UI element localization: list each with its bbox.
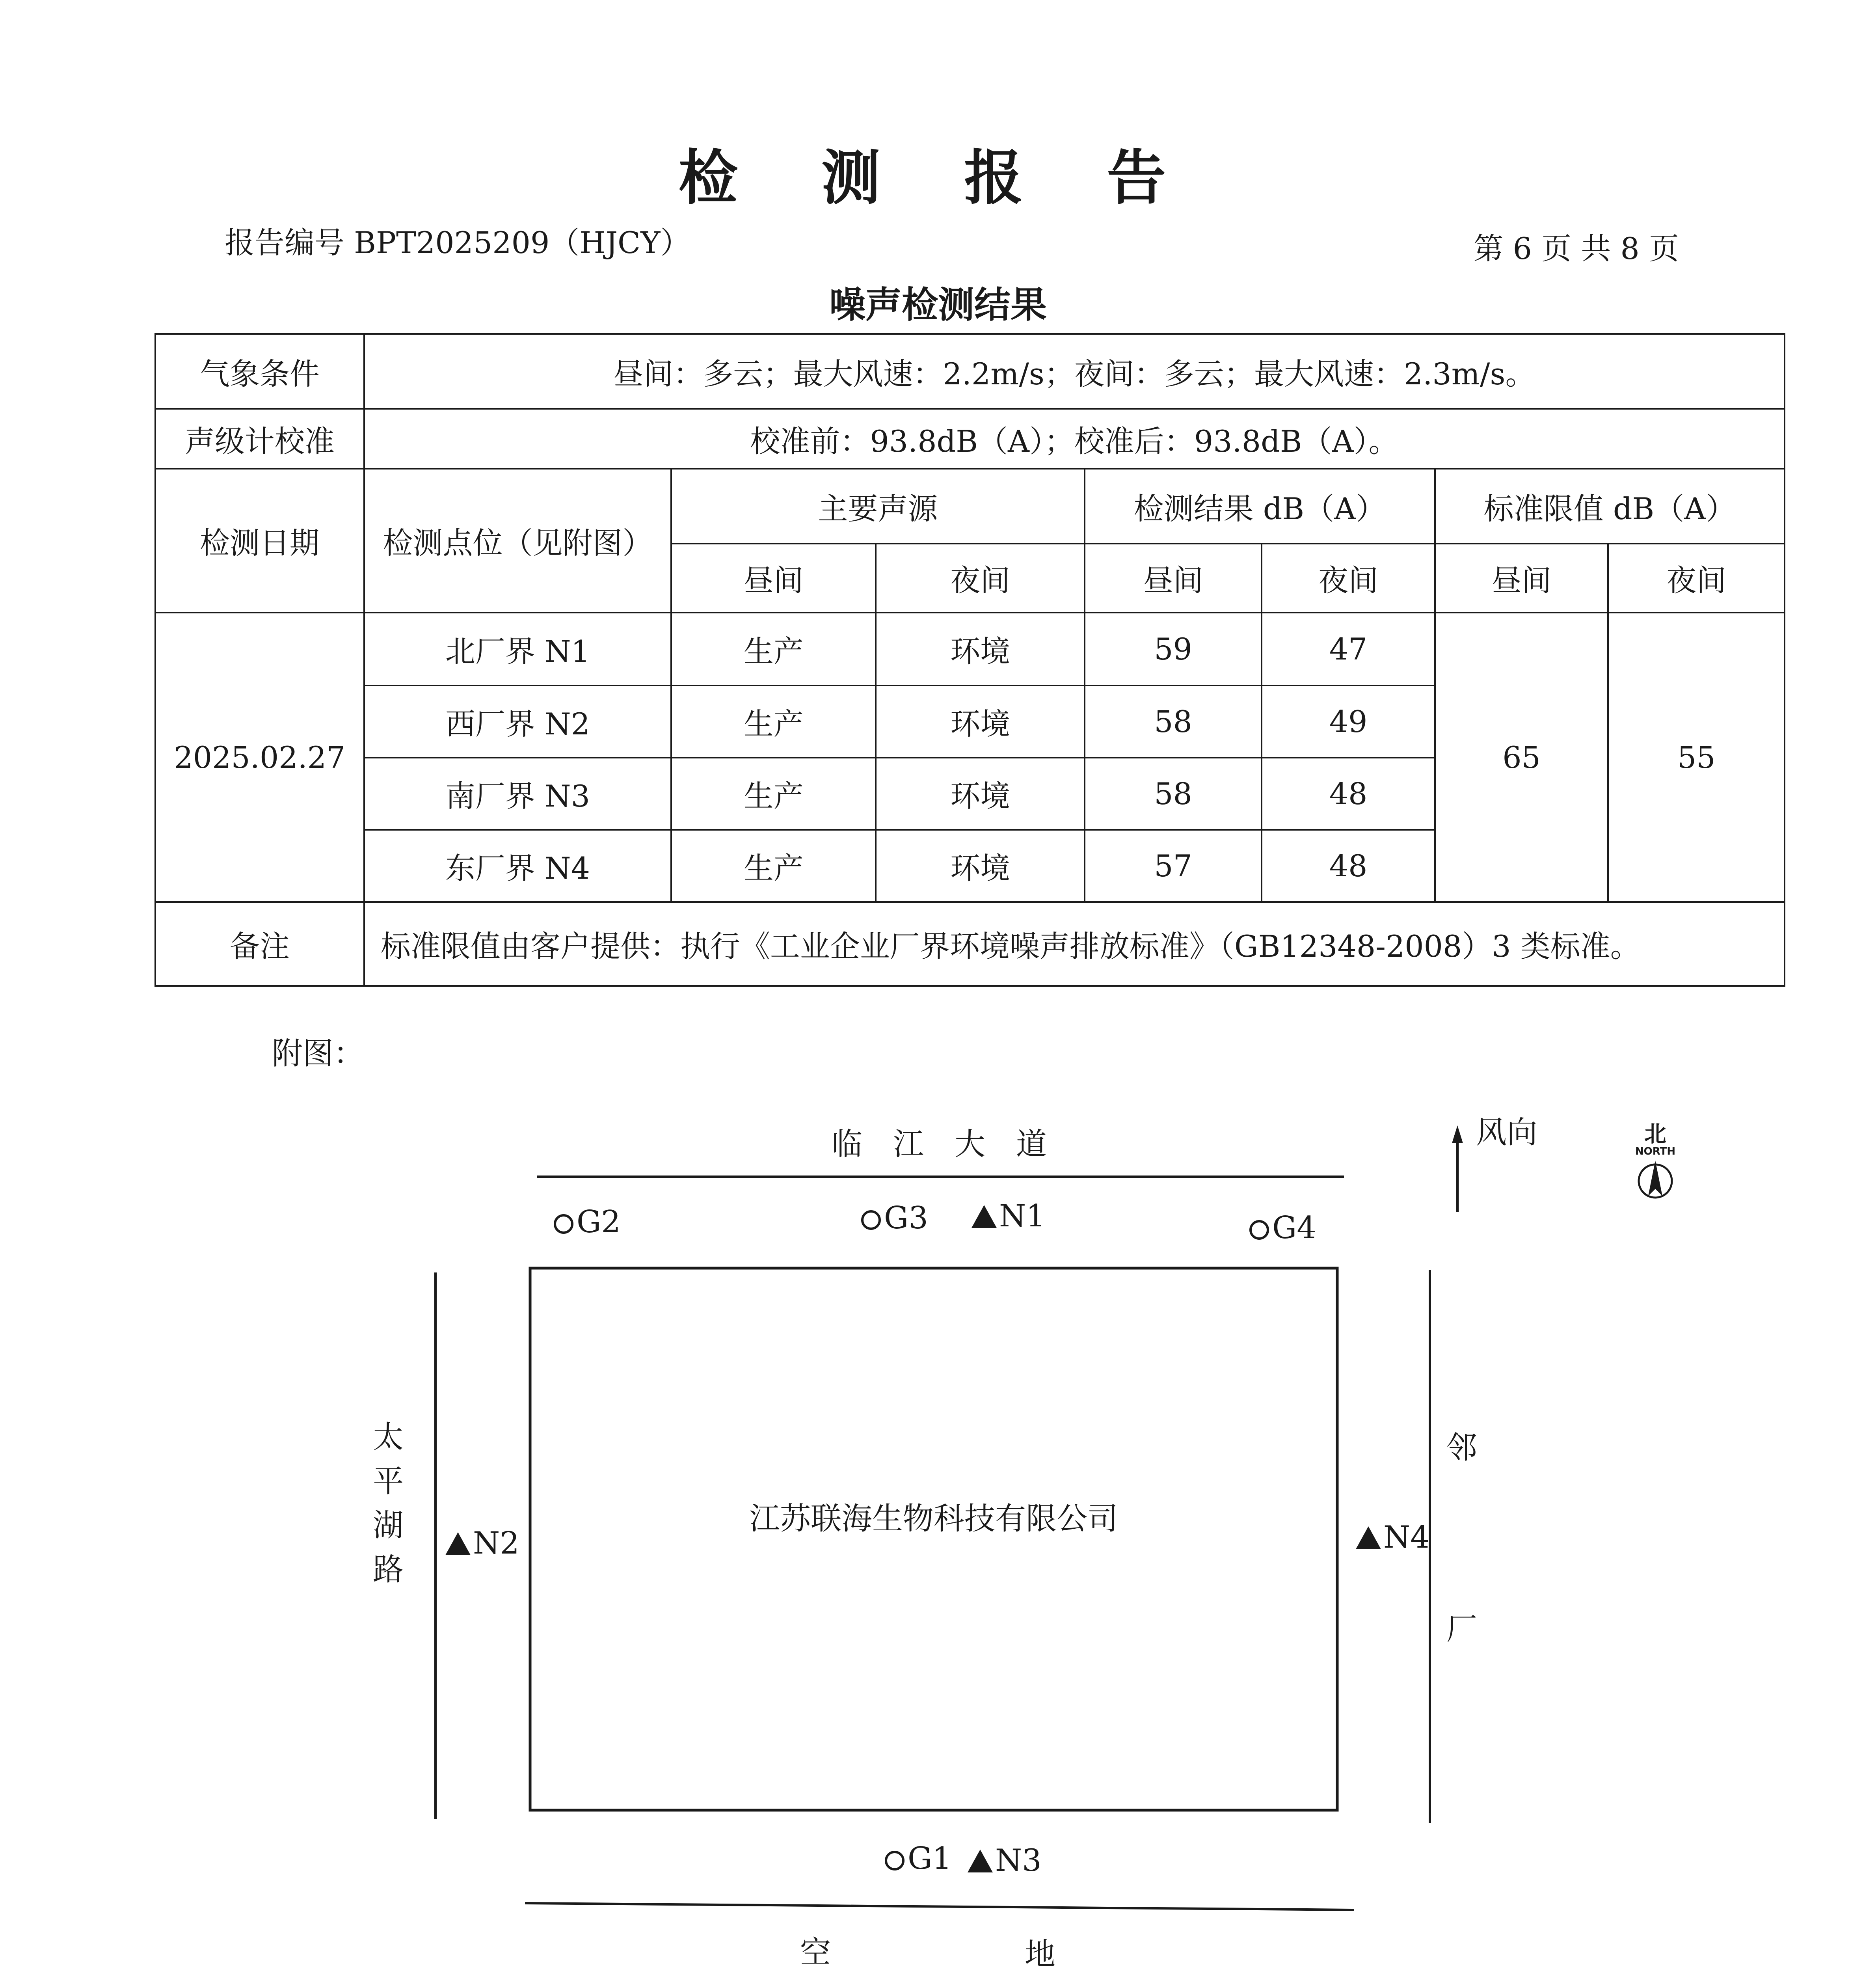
attachment-label: 附图： xyxy=(272,1036,365,1071)
wind-label: 风向 xyxy=(1476,1115,1538,1150)
point-n2: N2 xyxy=(445,1526,519,1561)
point-g2: G2 xyxy=(554,1204,621,1240)
north-en-label: NORTH xyxy=(1635,1146,1676,1157)
noise-result-table xyxy=(154,333,1785,987)
col-point: 检测点位（见附图） xyxy=(364,469,671,613)
point-n3: N3 xyxy=(968,1843,1042,1878)
report-title: 检 测 报 告 xyxy=(678,143,1198,212)
neighbor-label-1: 邻 xyxy=(1446,1430,1478,1466)
triangle-marker-icon xyxy=(968,1850,993,1872)
remark-label: 备注 xyxy=(155,902,364,986)
source-day: 生产 xyxy=(671,613,876,686)
result-night: 48 xyxy=(1262,758,1435,830)
circle-marker-icon xyxy=(885,1851,904,1870)
source-day: 生产 xyxy=(671,686,876,758)
sub-source-night: 夜间 xyxy=(876,544,1084,613)
point-n1: N1 xyxy=(972,1198,1046,1234)
weather-row xyxy=(155,334,1785,409)
sub-result-day: 昼间 xyxy=(1085,544,1262,613)
sub-limit-day: 昼间 xyxy=(1435,544,1608,613)
point-g1: G1 xyxy=(885,1841,952,1876)
weather-label: 气象条件 xyxy=(155,334,364,409)
point-name: 南厂界 N3 xyxy=(364,758,671,830)
north-compass-icon xyxy=(1628,1123,1683,1218)
sub-limit-night: 夜间 xyxy=(1608,544,1785,613)
company-name: 江苏联海生物科技有限公司 xyxy=(749,1501,1118,1537)
col-date: 检测日期 xyxy=(155,469,364,613)
remark-row xyxy=(155,902,1785,986)
page-info: 第 6 页 共 8 页 xyxy=(1473,231,1679,266)
bottom-label-2: 地 xyxy=(1025,1937,1056,1971)
source-day: 生产 xyxy=(671,830,876,902)
test-date: 2025.02.27 xyxy=(155,613,364,902)
report-number: 报告编号 BPT2025209（HJCY） xyxy=(225,225,690,260)
calibration-value: 校准前：93.8dB（A）；校准后：93.8dB（A）。 xyxy=(364,409,1785,469)
result-night: 49 xyxy=(1262,686,1435,758)
result-day: 58 xyxy=(1085,758,1262,830)
col-limit: 标准限值 dB（A） xyxy=(1435,469,1785,544)
point-g4: G4 xyxy=(1249,1210,1316,1246)
triangle-marker-icon xyxy=(972,1205,997,1228)
header-row xyxy=(155,469,1785,544)
limit-day: 65 xyxy=(1435,613,1608,902)
calibration-label: 声级计校准 xyxy=(155,409,364,469)
result-night: 47 xyxy=(1262,613,1435,686)
table-row xyxy=(155,613,1785,686)
point-name: 西厂界 N2 xyxy=(364,686,671,758)
sub-source-day: 昼间 xyxy=(671,544,876,613)
result-night: 48 xyxy=(1262,830,1435,902)
calibration-row xyxy=(155,409,1785,469)
limit-night: 55 xyxy=(1608,613,1785,902)
source-night: 环境 xyxy=(876,686,1084,758)
left-road-label: 太 平 湖 路 xyxy=(372,1420,404,1587)
source-night: 环境 xyxy=(876,830,1084,902)
circle-marker-icon xyxy=(554,1214,573,1234)
point-name: 东厂界 N4 xyxy=(364,830,671,902)
point-g3: G3 xyxy=(861,1200,928,1236)
source-night: 环境 xyxy=(876,613,1084,686)
north-cn-label: 北 xyxy=(1644,1121,1666,1147)
result-day: 59 xyxy=(1085,613,1262,686)
point-name: 北厂界 N1 xyxy=(364,613,671,686)
result-day: 57 xyxy=(1085,830,1262,902)
bottom-label-1: 空 xyxy=(800,1935,831,1970)
compass-arrow-icon xyxy=(1628,1157,1683,1213)
point-n4: N4 xyxy=(1356,1520,1430,1555)
triangle-marker-icon xyxy=(1356,1526,1381,1549)
sub-result-night: 夜间 xyxy=(1262,544,1435,613)
col-source: 主要声源 xyxy=(671,469,1085,544)
weather-value: 昼间：多云；最大风速：2.2m/s；夜间：多云；最大风速：2.3m/s。 xyxy=(364,334,1785,409)
remark-value: 标准限值由客户提供：执行《工业企业厂界环境噪声排放标准》（GB12348-2008）3 类标准。 xyxy=(364,902,1785,986)
neighbor-label-2: 厂 xyxy=(1446,1611,1478,1647)
source-night: 环境 xyxy=(876,758,1084,830)
col-result: 检测结果 dB（A） xyxy=(1085,469,1435,544)
circle-marker-icon xyxy=(1249,1220,1269,1240)
circle-marker-icon xyxy=(861,1210,881,1230)
source-day: 生产 xyxy=(671,758,876,830)
section-title: 噪声检测结果 xyxy=(829,283,1047,326)
triangle-marker-icon xyxy=(445,1532,471,1555)
result-day: 58 xyxy=(1085,686,1262,758)
